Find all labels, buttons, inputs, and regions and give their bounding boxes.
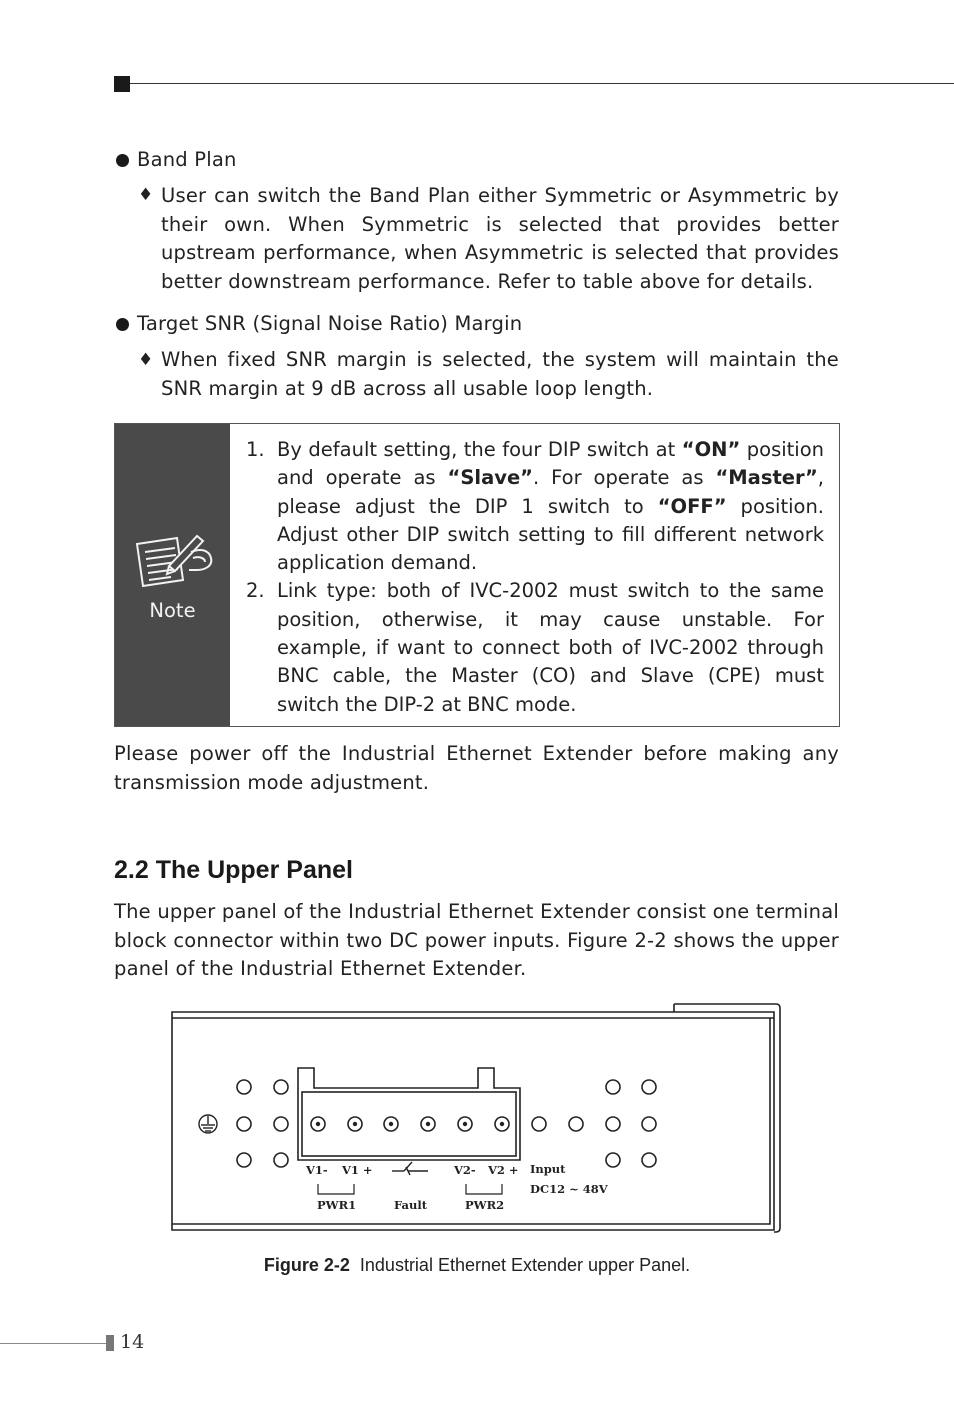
- ground-icon: [199, 1115, 217, 1133]
- label-pwr2: PWR2: [465, 1198, 505, 1212]
- note-item-1: [246, 436, 824, 577]
- terminal-pins: [311, 1117, 509, 1131]
- upper-panel-diagram: [170, 1000, 784, 1236]
- bullet-dot: [116, 154, 129, 167]
- label-v2-minus: V2-: [454, 1163, 476, 1177]
- caption-label: Figure 2-2: [263, 1255, 350, 1275]
- section-body: The upper panel of the Industrial Ethernet Extender consist one terminal block connector within two DC power inputs. Figure 2-2 shows the upper panel of the Industrial Ethernet Extender.: [114, 900, 839, 980]
- snr-detail: When fixed SNR margin is selected, the system will maintain the SNR margin at 9 dB across all usable loop length.: [161, 348, 839, 400]
- label-pwr1: PWR1: [317, 1198, 357, 1212]
- diamond-bullet-icon: ♦: [138, 350, 154, 370]
- note-pencil-icon: [131, 530, 215, 592]
- header-rule: [130, 83, 954, 84]
- note-text: , please adjust the DIP 1 switch to: [277, 466, 824, 518]
- footer-rule: [0, 1343, 106, 1344]
- label-fault: Fault: [394, 1198, 428, 1212]
- footer-bar: [106, 1335, 114, 1351]
- bullet-dot: [116, 318, 129, 331]
- label-input: Input: [530, 1162, 566, 1176]
- fault-switch-icon: [392, 1162, 428, 1175]
- band-plan-title: Band Plan: [137, 148, 237, 171]
- note-item-number: 2.: [246, 579, 265, 603]
- note-text: By default setting, the four DIP switch at: [277, 438, 682, 461]
- note-item-2: [246, 577, 824, 718]
- screw-holes-right: [532, 1080, 656, 1167]
- note-item-number: 1.: [246, 438, 265, 461]
- page-number: 14: [120, 1331, 145, 1353]
- label-dc-range: DC12 ~ 48V: [530, 1182, 608, 1196]
- note-box: [114, 423, 840, 727]
- note-bold-slave: “Slave”: [447, 466, 533, 490]
- note-text: Link type: both of IVC-2002 must switch to the same position, otherwise, it may cause unstable. For example, if want to connect both of IVC-2002 through BNC cable, the Master (CO) and Slave (CPE) must switch the DIP-2 at BNC mode.: [277, 579, 824, 716]
- label-v2-plus: V2 +: [488, 1163, 519, 1177]
- snr-title: Target SNR (Signal Noise Ratio) Margin: [137, 312, 523, 335]
- band-plan-detail: User can switch the Band Plan either Symmetric or Asymmetric by their own. When Symmetric is selected that provides better upstream performance, when Asymmetric is selected that provides better downstream performance. Refer to table above for details.: [161, 184, 839, 293]
- note-text: position. Adjust other DIP switch setting to fill different network application demand.: [277, 494, 824, 575]
- power-off-paragraph: Please power off the Industrial Ethernet Extender before making any transmission mode adjustment.: [114, 742, 839, 794]
- note-label: Note: [149, 599, 196, 622]
- note-bold-master: “Master”: [715, 466, 818, 490]
- diamond-bullet-icon: ♦: [138, 185, 154, 205]
- label-v1-plus: V1 +: [342, 1163, 373, 1177]
- note-bold-off: “OFF”: [657, 494, 727, 518]
- header-square: [114, 76, 130, 92]
- note-bold-on: “ON”: [681, 438, 741, 461]
- note-list: [246, 436, 824, 719]
- caption-text: Industrial Ethernet Extender upper Panel.: [359, 1255, 691, 1275]
- figure-caption: [0, 1255, 954, 1276]
- screw-holes-left: [237, 1080, 288, 1167]
- label-v1-minus: V1-: [306, 1163, 328, 1177]
- note-sidebar: [115, 424, 230, 726]
- section-title: 2.2 The Upper Panel: [114, 856, 353, 884]
- note-text: . For operate as: [533, 466, 716, 490]
- note-text: position and operate as: [277, 438, 825, 490]
